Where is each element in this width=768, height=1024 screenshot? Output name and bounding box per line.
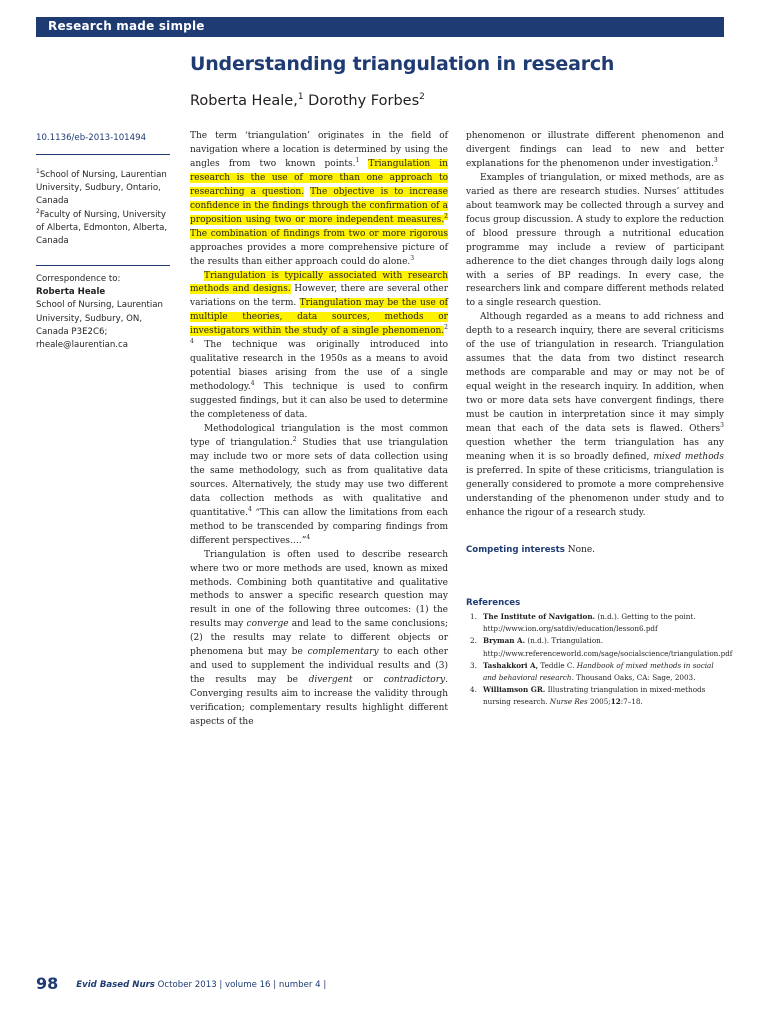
- competing-label: Competing interests: [466, 545, 565, 555]
- author-name: Dorothy Forbes: [303, 93, 420, 109]
- correspondence-address: School of Nursing, Laurentian: [36, 300, 163, 311]
- competing-interests: [466, 545, 595, 555]
- body-column-1: [190, 130, 448, 730]
- author-affil-sup: 2: [419, 92, 425, 103]
- competing-value: None.: [564, 545, 596, 555]
- reference-item: 1. The Institute of Navigation. (n.d.). Getting to the point. http://www.ion.org/satdiv/education/lesson6.pdf: [470, 612, 696, 634]
- correspondence-address: Canada P3E2C6;: [36, 326, 108, 337]
- affil-sup: 2: [36, 207, 40, 215]
- affiliation-2: [36, 209, 170, 249]
- highlighted-text: Triangulation is typically associated with research methods and designs.: [190, 270, 448, 295]
- page-number: 98: [36, 974, 59, 993]
- paragraph: Although regarded as a means to add richness and depth to a research inquiry, there are several criticisms of the use of triangulation in research. Triangulation assumes that the data from two distinct research methods are comparable and may or may not be of equal weight in the research inquiry. In addition, when two or more data sets have convergent findings, there must be caution in interpretation since it may simply mean that each of the data sets is flawed. Others$^3$ question whether the term triangulation has any meaning when it is so broadly defined, mixed methods is preferred. In spite of these criticisms, triangulation is generally considered to promote a more comprehensive understanding of the phenomenon under study and to enhance the rigour of a research study.: [466, 312, 725, 518]
- paragraph: Triangulation is typically associated with research methods and designs. However, there are several other variations on the term. Triangulation may be the use of multiple theories, data sources, methods or investigators within the study of a single phenomenon.$^{2 4}$ The technique was originally introduced into qualitative research in the 1950s as a means to avoid potential biases arising from the use of a single methodology.$^4$ This technique is used to confirm suggested findings, but it can also be used to determine the completeness of data.: [190, 270, 448, 421]
- author-name: Roberta Heale,: [190, 93, 298, 109]
- highlighted-text: The combination of findings from two or more rigorous: [190, 228, 448, 239]
- affiliation-1: [36, 169, 170, 209]
- author-list: [190, 93, 425, 109]
- sidebar-divider: [36, 154, 170, 155]
- correspondence-name: Roberta Heale: [36, 287, 106, 298]
- section-banner: [36, 17, 724, 37]
- affil-text: Faculty of Nursing, University of Alberta, Edmonton, Alberta, Canada: [36, 209, 168, 247]
- affil-text: School of Nursing, Laurentian University, Sudbury, Ontario, Canada: [36, 170, 167, 207]
- doi-link[interactable]: 10.1136/eb-2013-101494: [36, 133, 147, 143]
- body-column-2: [466, 130, 724, 521]
- highlighted-text: Triangulation may be the use of multiple theories, data sources, methods or investigators within the study of a single phenomenon.: [190, 298, 448, 337]
- correspondence-label: Correspondence to:: [36, 274, 121, 284]
- page-footer: [36, 972, 326, 993]
- reference-item: 4. Williamson GR. Illustrating triangulation in mixed-methods nursing research. Nurse Res 2005;12:7–18.: [470, 685, 706, 707]
- references-heading: References: [466, 598, 521, 608]
- affil-sup: 1: [36, 168, 40, 176]
- section-label: Research made simple: [48, 19, 205, 33]
- reference-item: 3. Tashakkori A, Teddle C. Handbook of mixed methods in social and behavioral research. Thousand Oaks, CA: Sage, 2003.: [470, 660, 714, 683]
- paragraph: Examples of triangulation, or mixed methods, are as varied as there are research studies. Nurses’ attitudes about teamwork may be collected through a survey and focus group discussion. A study to explore the reduction of blood pressure through a nutritional education programme may include a review of participant adherence to the diet changes through daily logs along with a series of BP readings. In every case, the researchers link and compare different methods related to a single research question.: [466, 172, 724, 309]
- correspondence-email[interactable]: rheale@laurentian.ca: [36, 340, 129, 351]
- highlighted-text: The objective is to increase confidence in the findings through the confirmation of a proposition using two or more independent measures.: [190, 186, 448, 225]
- highlighted-text: Triangulation in research is the use of more than one approach to researching a question.: [190, 158, 448, 197]
- paragraph: phenomenon or illustrate different phenomenon and divergent findings can lead to new and better explanations for the phenomenon under investigation.$^3$: [466, 131, 724, 169]
- author-affil-sup: 1: [297, 92, 304, 103]
- affiliations: [36, 169, 170, 248]
- paragraph: The term ‘triangulation’ originates in the field of navigation where a location is determined by using the angles from two known points.$^1$ Triangulation in research is the use of more than one approach to researching a question. The objective is to increase confidence in the findings through the confirmation of a proposition using two or more independent measures.$^2$ The combination of findings from two or more rigorous approaches provides a more comprehensive picture of the results than either approach could do alone.$^3$: [190, 131, 448, 267]
- sidebar-divider: [36, 265, 170, 266]
- journal-info: Evid Based Nurs October 2013 | volume 16 | number 4 |: [76, 980, 327, 990]
- correspondence: [36, 273, 170, 352]
- correspondence-address: University, Sudbury, ON,: [36, 313, 143, 324]
- paragraph: Methodological triangulation is the most common type of triangulation.$^2$ Studies that use triangulation may include two or more sets of data collection using the same methodology, such as from qualitative data sources. Alternatively, the study may use two different data collection methods as with qualitative and quantitative.$^4$ “This can allow the limitations from each method to be transcended by comparing findings from different perspectives….”$^4$: [190, 424, 449, 546]
- reference-list: [466, 611, 733, 709]
- reference-item: 2. Bryman A. (n.d.). Triangulation. http://www.referenceworld.com/sage/socialscience/triangulation.pdf: [470, 636, 733, 658]
- article-title: Understanding triangulation in research: [190, 53, 615, 75]
- paragraph: Triangulation is often used to describe research where two or more methods are used, known as mixed methods. Combining both quantitative and qualitative methods to answer a specific research question may result in one of the following three outcomes: (1) the results may converge and lead to the same conclusions; (2) the results may relate to different objects or phenomena but may be complementary to each other and used to supplement the individual results and (3) the results may be divergent or contradictory. Converging results aim to increase the validity through verification; complementary results highlight different aspects of the: [190, 549, 449, 728]
